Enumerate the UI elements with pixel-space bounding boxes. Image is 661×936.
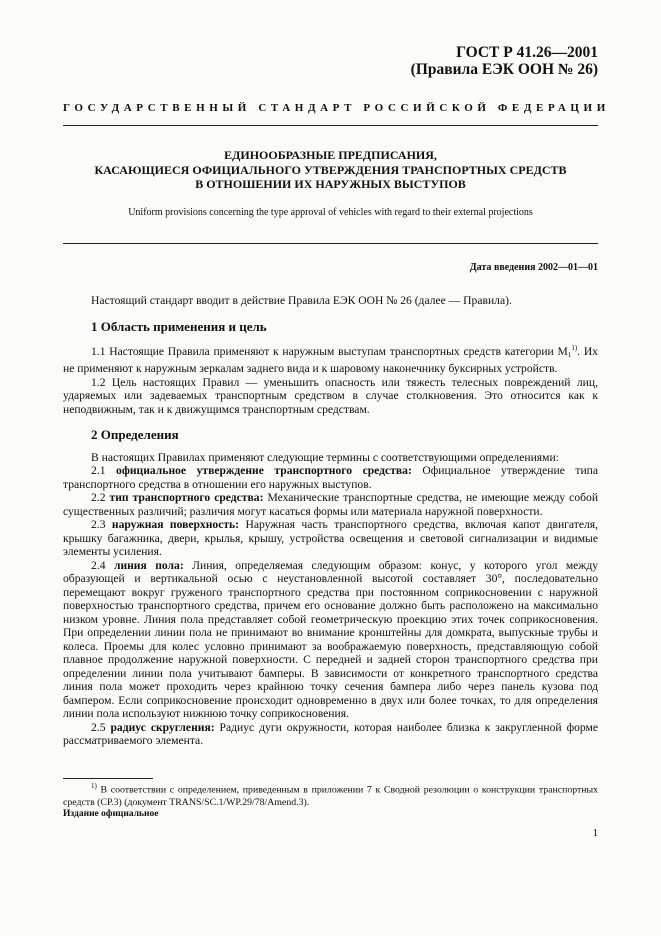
document-body bbox=[63, 294, 598, 748]
introduction-date: Дата введения 2002—01—01 bbox=[469, 262, 598, 273]
term: линия пола: bbox=[113, 558, 184, 572]
definition-2-5: 2.5 радиус скругления: Радиус дуги окружности, которая наиболее близка к закругленной форме рассматриваемого элемента. bbox=[63, 720, 599, 748]
english-title: Uniform provisions concerning the type approval of vehicles with regard to their external projections bbox=[128, 207, 533, 218]
standard-equivalent: (Правила ЕЭК ООН № 26) bbox=[410, 61, 598, 78]
term: официальное утверждение транспортного средства: bbox=[116, 464, 412, 478]
term: тип транспортного средства: bbox=[109, 491, 264, 505]
standard-code bbox=[411, 44, 598, 78]
edition-note: Издание официальное bbox=[63, 809, 159, 819]
title-rule bbox=[63, 243, 598, 244]
definition-2-1: 2.1 официальное утверждение транспортного средства: Официальное утверждение типа транспортного средства в отношении его наружных выступов. bbox=[63, 464, 599, 491]
title-line-1: ЕДИНООБРАЗНЫЕ ПРЕДПИСАНИЯ, bbox=[224, 148, 437, 162]
document-title bbox=[63, 148, 598, 192]
title-line-3: В ОТНОШЕНИИ ИХ НАРУЖНЫХ ВЫСТУПОВ bbox=[195, 177, 466, 192]
page-number: 1 bbox=[592, 827, 598, 839]
paragraph-1-2: 1.2 Цель настоящих Правил — уменьшить опасность или тяжесть телесных повреждений лиц, ударяемых или задеваемых транспортным средством в случае столкновения. Это относится как к неподвижным, так и к движущимся транспортным средствам. bbox=[63, 375, 598, 416]
intro-paragraph: Настоящий стандарт вводит в действие Правила ЕЭК ООН № 26 (далее — Правила). bbox=[91, 294, 512, 307]
section-1-heading: 1 Область применения и цель bbox=[91, 318, 267, 334]
footnote-ref[interactable]: 1) bbox=[571, 344, 578, 352]
definition-2-4: 2.4 линия пола: Линия, определяемая следующим образом: конус, у которого угол между образующей и вертикальной осью с неустановленной высотой составляет 30°, последовательно перемещают вокруг груженого транспортного средства при постоянном соприкосновении с наружной поверхностью транспортного средства, причем его основание должно быть расположено на максимально низком уровне. Линия пола представляет собой геометрическую проекцию этих точек соприкосновения. При определении линии пола не принимают во внимание кронштейны для домкрата, выпускные трубы и колеса. Проемы для колес условно принимают за воображаемую поверхность, представляющую собой плавное продолжение наружной поверхности. С передней и задней сторон транспортного средства при определении линии пола учитывают бамперы. В зависимости от конкретного транспортного средства линия пола может проходить через крайнюю точку сечения бампера либо через панель кузова под бампером. Если соприкосновение происходит одновременно в двух или более точках, то для определения линии пола используют нижнюю точку соприкосновения. bbox=[63, 558, 599, 721]
term: наружная поверхность: bbox=[111, 518, 240, 532]
definition-2-3: 2.3 наружная поверхность: Наружная часть транспортного средства, включая капот двигателя, крышку багажника, двери, крылья, крышу, устройства освещения и световой сигнализации и видимые элементы усиления. bbox=[63, 518, 598, 559]
paragraph-2-intro: В настоящих Правилах применяют следующие термины с соответствующими определениями: bbox=[91, 450, 559, 464]
state-standard-banner: ГОСУДАРСТВЕННЫЙ СТАНДАРТ РОССИЙСКОЙ ФЕДЕРАЦИИ bbox=[63, 102, 610, 114]
title-line-2: КАСАЮЩИЕСЯ ОФИЦИАЛЬНОГО УТВЕРЖДЕНИЯ ТРАНСПОРТНЫХ СРЕДСТВ bbox=[94, 162, 567, 177]
standard-number: ГОСТ Р 41.26—2001 bbox=[456, 44, 598, 61]
footnote: $^{1)}$ В соответствии с определением, приведенным в приложении 7 к Сводной резолюции о конструкции транспортных средств (СР.3) (документ TRANS/SC.1/WP.29/78/Amend.3). bbox=[63, 782, 598, 809]
header-rule bbox=[63, 125, 598, 126]
paragraph-1-1: 1.1 Настоящие Правила применяют к наружным выступам транспортных средств категории $M_1^{1)}$. Их не применяют к наружным зеркалам заднего вида и к шаровому наконечнику буксирных устройств. bbox=[63, 344, 598, 376]
section-2-heading: 2 Определения bbox=[91, 427, 179, 443]
definition-2-2: 2.2 тип транспортного средства: Механические транспортные средства, не имеющие между собой существенных различий; различия могут касаться формы или материала наружной поверхности. bbox=[63, 491, 599, 518]
term: радиус скругления: bbox=[110, 720, 215, 734]
footnote-rule bbox=[63, 778, 153, 779]
footnote-mark: 1) bbox=[91, 782, 97, 790]
